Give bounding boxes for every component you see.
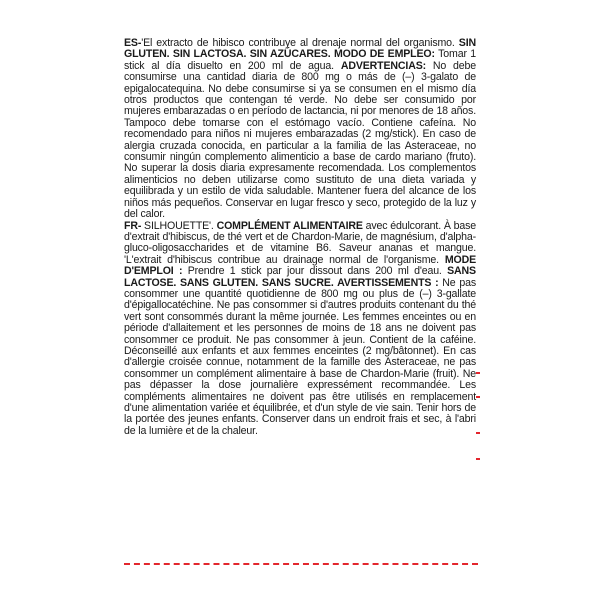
spanish-language-code: ES- (124, 37, 142, 49)
french-usage-title: MODE D'EMPLOI : (124, 253, 476, 278)
french-brand: SILHOUETTE'. (141, 219, 217, 232)
french-section (124, 221, 476, 438)
french-language-code: FR- (124, 219, 142, 232)
red-edge-mark (476, 458, 480, 460)
french-usage-text: Prendre 1 stick par jour dissout dans 200 ml d'eau. (182, 265, 448, 278)
spanish-section (124, 38, 476, 221)
spanish-usage-text: Tomar 1 stick al día disuelto en 200 ml de agua. (124, 48, 477, 72)
red-edge-mark (476, 396, 480, 398)
french-warnings-title: AVERTISSEMENTS : (333, 276, 439, 289)
spanish-warnings-title: ADVERTENCIAS: (340, 59, 426, 72)
spanish-usage-title: MODO DE EMPLEO: (333, 48, 435, 61)
spanish-warnings-text: No debe consumirse una cantidad diaria de 800 mg o más de (–) 3-galato de epigalocatequina. No debe consumirse si ya se consumen en el mismo día otros productos que contengan té verde. No debe ser consumido por mujeres embarazadas o en período de lactancia, ni por menores de 18 años. Tampoco debe tomarse con el estómago vacío. Contiene cafeína. No recomendado para niños ni mujeres embarazadas (2 mg/stick). En caso de alergia cruzada conocida, en particular a la familia de las Asteraceae, no consumir ningún complemento alimenticio a base de cardo mariano (fruto). No superar la dosis diaria expresamente recomendada. Los complementos alimenticios no deben utilizarse como sustituto de una dieta variada y equilibrada y un estilo de vida saludable. Mantener fuera del alcance de los niños más pequeños. Conservar en lugar fresco y seco, protegido de la luz y del calor. (124, 59, 476, 221)
red-edge-mark (476, 372, 480, 374)
french-product-title: COMPLÉMENT ALIMENTAIRE (216, 219, 363, 232)
label-text-block (124, 38, 476, 437)
spanish-intro: 'El extracto de hibisco contribuye al drenaje normal del organismo. (141, 37, 459, 49)
french-product-text: avec édulcorant. À base d'extrait d'hibiscus, de thé vert et de Chardon-Marie, de magnésium, d'alpha-gluco-oligosaccharides et de vitamine B6. Saveur ananas et mangue. 'L'extrait d'hibiscus contribue au drainage normal de l'organisme. (124, 219, 476, 266)
spanish-claims: SIN GLUTEN. SIN LACTOSA. SIN AZÚCARES. (124, 37, 476, 61)
red-edge-mark (476, 432, 480, 434)
french-claims: SANS LACTOSE. SANS GLUTEN. SANS SUCRE. (124, 265, 476, 289)
red-dashed-cut-line (124, 563, 478, 565)
french-warnings-text: Ne pas consommer une quantité quotidienne de 800 mg ou plus de (–) 3-gallate d'épigallocatéchine. Ne pas consommer si d'autres produits contenant du thé vert sont consommés durant la même journée. Les femmes enceintes ou en période d'allaitement et les personnes de moins de 18 ans ne doivent pas consommer ce produit. Ne pas consommer à jeun. Contient de la caféine. Déconseillé aux enfants et aux femmes enceintes (2 mg/bâtonnet). En cas d'allergie croisée connue, notamment de la famille des Asteraceae, ne pas consommer un complément alimentaire à base de Chardon-Marie (fruit). Ne pas dépasser la dose journalière expressément recommandée. Les compléments alimentaires ne doivent pas être utilisés en remplacement d'une alimentation variée et équilibrée, et d'un style de vie sain. Tenir hors de la portée des jeunes enfants. Conserver dans un endroit frais et sec, à l'abri de la lumière et de la chaleur. (124, 276, 476, 437)
